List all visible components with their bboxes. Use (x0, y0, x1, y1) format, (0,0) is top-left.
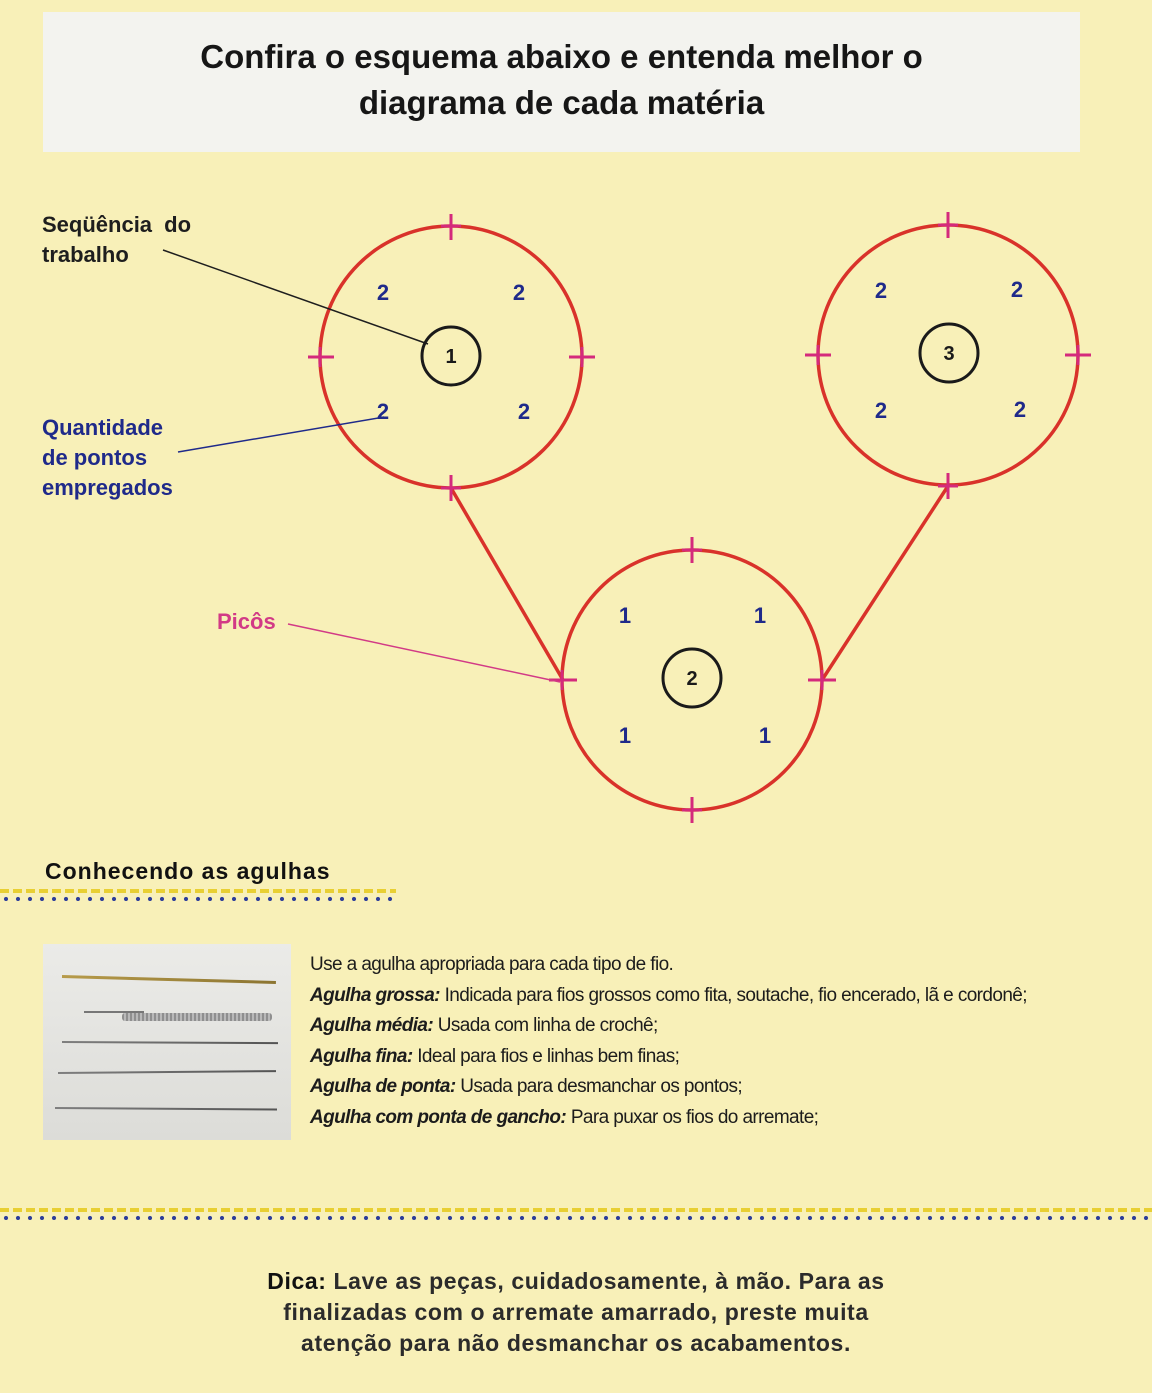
label-stitch-quantity-line-1: Quantidade (42, 415, 164, 440)
stitch-count: 2 (512, 280, 526, 305)
needles-intro: Use a agulha apropriada para cada tipo de fio. (310, 954, 674, 975)
needle-term: Agulha de ponta: (310, 1076, 456, 1098)
label-work-sequence-line-1: Seqüência do (42, 212, 192, 237)
tip-box (60, 1266, 1092, 1359)
needle-item (310, 981, 1130, 1012)
needle-term: Agulha com ponta de gancho: (310, 1106, 567, 1128)
tip-line-2: finalizadas com o arremate amarrado, preste muita (283, 1299, 869, 1325)
tip-line-3: atenção para não desmanchar os acabamentos. (301, 1330, 851, 1356)
stitch-count: 2 (1013, 397, 1027, 422)
label-work-sequence-line-2: trabalho (42, 242, 129, 267)
needle-desc: Usada com linha de crochê; (433, 1015, 658, 1037)
label-picots: Picôs (217, 609, 276, 634)
page-title-line-2: diagrama de cada matéria (358, 84, 765, 121)
stitch-count: 1 (753, 603, 767, 628)
tip-line-1 (60, 1266, 1092, 1297)
stitch-count: 1 (618, 723, 632, 748)
stitch-count: 2 (1010, 277, 1024, 302)
label-stitch-quantity (42, 413, 173, 503)
needle-term: Agulha grossa: (310, 984, 440, 1006)
page-title-line-1: Confira o esquema abaixo e entenda melhor o (200, 38, 923, 75)
leader-quantity (178, 417, 384, 452)
needle-desc: Para puxar os fios do arremate; (566, 1106, 819, 1128)
tip-label: Dica: (267, 1268, 327, 1294)
label-work-sequence (42, 210, 191, 270)
needles-description (310, 950, 1130, 1134)
label-stitch-quantity-line-2: de pontos (42, 445, 148, 470)
stitch-count: 2 (376, 280, 390, 305)
needle-desc: Ideal para fios e linhas bem finas; (412, 1045, 680, 1067)
tip-divider (0, 1208, 1152, 1220)
needle-item (310, 1042, 1130, 1073)
needle-item (310, 1103, 1130, 1134)
connector-ring3-ring2 (822, 486, 948, 680)
stitch-count: 1 (758, 723, 772, 748)
section-title-needles: Conhecendo as agulhas (45, 858, 331, 884)
needle-item (310, 1072, 1130, 1103)
connector-ring1-ring2 (451, 488, 563, 680)
stitch-count: 2 (376, 399, 390, 424)
leader-picots (288, 624, 560, 682)
sequence-number-2: 2 (686, 668, 698, 690)
label-stitch-quantity-line-3: empregados (42, 475, 173, 500)
needle-item (310, 1011, 1130, 1042)
needle-desc: Indicada para fios grossos como fita, soutache, fio encerado, lã e cordonê; (439, 984, 1027, 1006)
section-divider (0, 889, 396, 901)
stitch-count: 1 (618, 603, 632, 628)
needle-medium-handle-image (122, 1013, 272, 1021)
tip-text-1: Lave as peças, cuidadosamente, à mão. Para as (326, 1268, 885, 1294)
needle-desc: Usada para desmanchar os pontos; (455, 1076, 743, 1098)
stitch-count: 2 (874, 278, 888, 303)
needle-term: Agulha média: (310, 1015, 434, 1037)
needle-term: Agulha fina: (310, 1045, 413, 1067)
stitch-count: 2 (517, 399, 531, 424)
sequence-number-1: 1 (445, 346, 457, 368)
sequence-number-3: 3 (943, 343, 955, 365)
stitch-count: 2 (874, 398, 888, 423)
